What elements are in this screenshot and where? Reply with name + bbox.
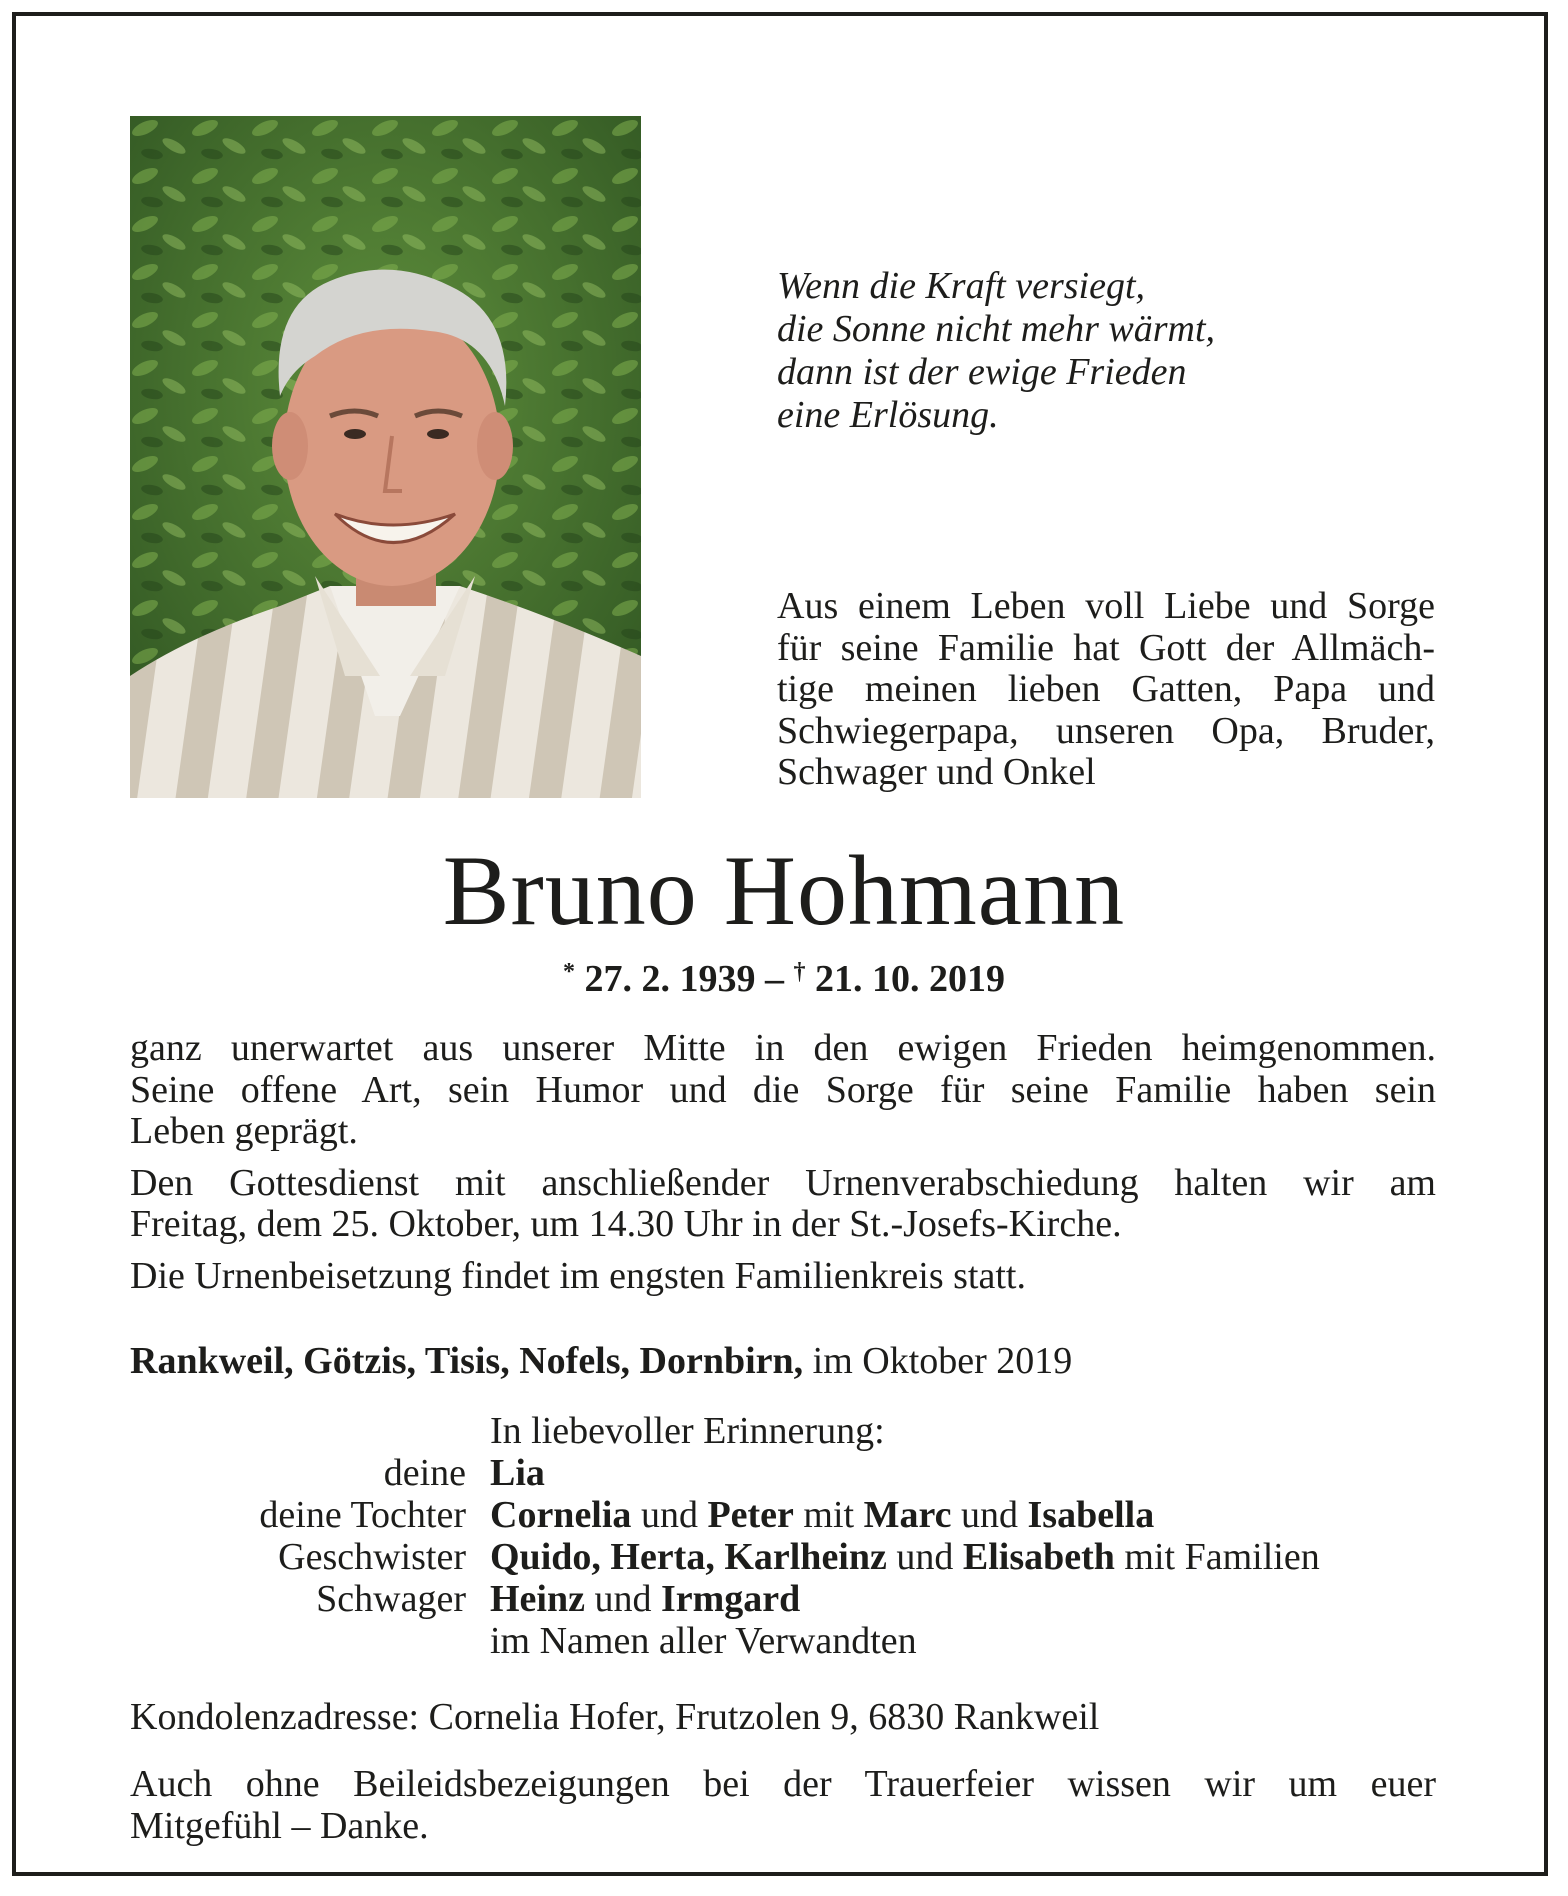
mourners-heading-row	[130, 1410, 1436, 1452]
mourner-name: Elisabeth	[962, 1536, 1115, 1578]
mourners-footer-row	[130, 1620, 1436, 1662]
deceased-name: Bruno Hohmann	[442, 835, 1126, 946]
place-date-line	[130, 1340, 1072, 1382]
intro-text	[777, 586, 1435, 794]
closing-text	[130, 1764, 1436, 1847]
place-towns: Rankweil, Götzis, Tisis, Nofels, Dornbirn,	[130, 1340, 804, 1382]
portrait-illustration	[130, 116, 641, 798]
mourners-footer: im Namen aller Verwandten	[490, 1620, 917, 1662]
quote-line: eine Erlösung.	[777, 394, 999, 436]
connector: und	[640, 1494, 698, 1536]
mourner-row-wife	[130, 1452, 1436, 1494]
quote-verse	[777, 265, 1297, 437]
death-symbol: †	[793, 959, 806, 985]
burial-line: Die Urnenbeisetzung findet im engsten Familienkreis statt.	[130, 1254, 1026, 1297]
service-line: Freitag, dem 25. Oktober, um 14.30 Uhr in der St.-Josefs-Kirche.	[130, 1203, 1122, 1245]
relation-label: deine	[383, 1452, 466, 1494]
intro-line: für seine Familie hat Gott der Allmäch-	[777, 626, 1435, 669]
relation-label: Schwager	[316, 1578, 466, 1620]
connector: und	[594, 1578, 652, 1620]
date-separator: –	[765, 958, 784, 1000]
service-line: Den Gottesdienst mit anschließender Urnenverabschiedung halten wir am	[130, 1161, 1436, 1204]
death-date: 21. 10. 2019	[815, 958, 1005, 1000]
announcement-body	[130, 1028, 1436, 1297]
connector: und	[961, 1494, 1019, 1536]
quote-line: Wenn die Kraft versiegt,	[777, 265, 1145, 307]
mourner-row-daughter	[130, 1494, 1436, 1536]
intro-line: Aus einem Leben voll Liebe und Sorge	[777, 585, 1435, 627]
mourners-list	[130, 1410, 1436, 1662]
mourner-name: Quido, Herta, Karlheinz	[490, 1536, 887, 1578]
mourner-row-siblings	[130, 1536, 1436, 1578]
condolence-address: Kondolenzadresse: Cornelia Hofer, Frutzolen 9, 6830 Rankweil	[130, 1696, 1100, 1738]
quote-line: dann ist der ewige Frieden	[777, 351, 1187, 393]
mourner-name: Marc	[863, 1494, 952, 1536]
mourner-name: Lia	[490, 1452, 545, 1494]
mourner-name: Peter	[707, 1494, 794, 1536]
portrait-photo	[130, 116, 641, 798]
mourner-name: Irmgard	[660, 1578, 801, 1620]
place-date: im Oktober 2019	[812, 1340, 1073, 1382]
relation-label: deine Tochter	[259, 1494, 466, 1536]
mourners-heading: In liebevoller Erinnerung:	[490, 1410, 885, 1452]
life-dates	[0, 950, 1568, 1001]
mourner-name: Cornelia	[490, 1494, 632, 1536]
connector: mit Familien	[1124, 1536, 1320, 1578]
body-line: ganz unerwartet aus unserer Mitte in den ewigen Frieden heimgenommen.	[130, 1027, 1436, 1069]
birth-date: 27. 2. 1939	[584, 958, 756, 1000]
body-line: Leben geprägt.	[130, 1110, 358, 1152]
intro-line: Schwager und Onkel	[777, 751, 1096, 793]
intro-line: Schwiegerpapa, unseren Opa, Bruder,	[777, 709, 1435, 752]
intro-line: tige meinen lieben Gatten, Papa und	[777, 668, 1435, 710]
closing-line: Mitgefühl – Danke.	[130, 1804, 429, 1847]
connector: mit	[803, 1494, 855, 1536]
closing-line: Auch ohne Beileidsbezeigungen bei der Trauerfeier wissen wir um euer	[130, 1763, 1436, 1805]
mourner-name: Isabella	[1027, 1494, 1155, 1536]
relation-label: Geschwister	[278, 1536, 466, 1578]
mourner-name: Heinz	[490, 1578, 585, 1620]
connector: und	[896, 1536, 954, 1578]
body-line: Seine offene Art, sein Humor und die Sorge für seine Familie haben sein	[130, 1068, 1436, 1111]
birth-symbol: *	[563, 959, 575, 985]
mourner-row-inlaws	[130, 1578, 1436, 1620]
quote-line: die Sonne nicht mehr wärmt,	[777, 308, 1216, 350]
